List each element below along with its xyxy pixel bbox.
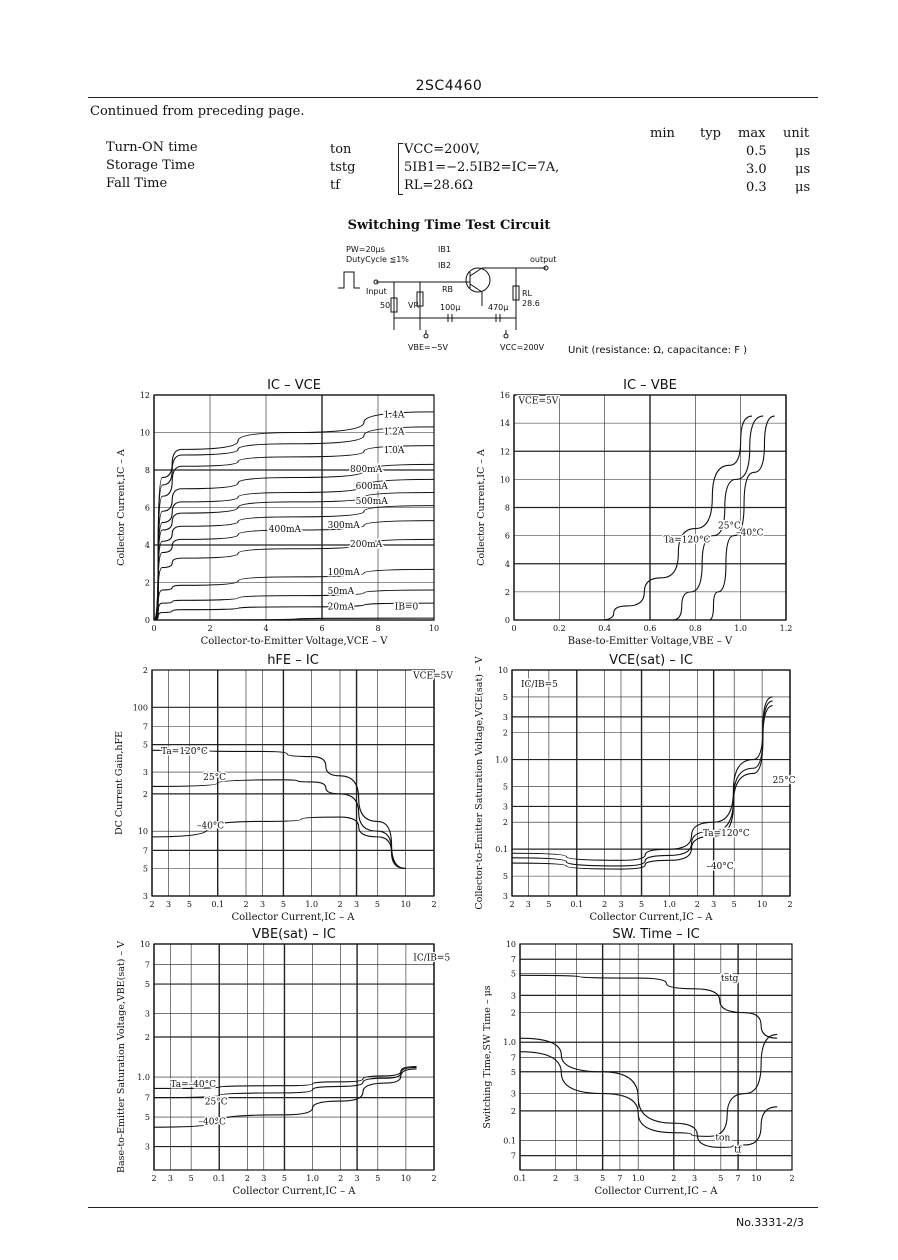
y-tick-label: 16 bbox=[499, 391, 510, 400]
curve-label: 50mA bbox=[327, 586, 355, 597]
series-line bbox=[673, 416, 764, 620]
y-tick-label: 100 bbox=[132, 703, 148, 713]
y-tick-label: 2 bbox=[510, 1106, 516, 1116]
curve-label: 1.4A bbox=[383, 410, 405, 421]
x-tick-label: 2 bbox=[431, 1174, 437, 1183]
y-tick-label: 8 bbox=[504, 503, 510, 513]
circuit-output: output bbox=[530, 255, 557, 264]
x-tick-label: 10 bbox=[400, 900, 411, 909]
x-tick-label: 0.1 bbox=[211, 900, 225, 909]
y-axis-label: Switching Time,SW Time – μs bbox=[482, 985, 493, 1129]
y-tick-label: 1.0 bbox=[137, 1073, 150, 1083]
x-tick-label: 2 bbox=[509, 900, 515, 909]
y-tick-label: 8 bbox=[144, 466, 150, 475]
chart-title: VBE(sat) – IC bbox=[252, 927, 336, 942]
conditions-bracket bbox=[398, 143, 403, 195]
y-tick-label: 3 bbox=[142, 892, 148, 901]
y-tick-label: 3 bbox=[502, 712, 508, 722]
y-tick-label: 2 bbox=[510, 1008, 516, 1018]
x-tick-label: 2 bbox=[149, 900, 155, 909]
x-tick-label: 3 bbox=[573, 1174, 579, 1183]
curve-label: 100mA bbox=[327, 568, 360, 578]
y-tick-label: 10 bbox=[139, 940, 150, 949]
row-unit-tf: μs bbox=[795, 180, 811, 195]
x-tick-label: 2 bbox=[671, 1174, 677, 1183]
x-tick-label: 5 bbox=[375, 1174, 381, 1183]
series-line bbox=[154, 569, 434, 620]
chart-title: SW. Time – IC bbox=[612, 927, 700, 942]
curve-label: –40°C bbox=[736, 528, 764, 539]
y-tick-label: 5 bbox=[510, 969, 516, 979]
test-circuit-diagram bbox=[330, 240, 570, 355]
x-tick-label: 10 bbox=[757, 900, 768, 909]
x-tick-label: 0.1 bbox=[513, 1174, 527, 1183]
x-tick-label: 3 bbox=[260, 900, 266, 909]
x-tick-label: 0.4 bbox=[598, 624, 612, 633]
series-line bbox=[154, 464, 434, 620]
x-tick-label: 1.2 bbox=[779, 624, 793, 633]
x-tick-label: 5 bbox=[638, 900, 645, 909]
x-tick-label: 5 bbox=[546, 900, 552, 909]
y-tick-label: 3 bbox=[502, 892, 508, 901]
x-tick-label: 10 bbox=[428, 624, 440, 633]
pulse-symbol bbox=[338, 272, 360, 288]
x-axis-label: Collector-to-Emitter Voltage,VCE – V bbox=[200, 636, 388, 647]
y-tick-label: 7 bbox=[510, 955, 516, 965]
x-tick-label: 3 bbox=[166, 900, 172, 909]
x-tick-label: 3 bbox=[618, 900, 624, 909]
y-tick-label: 5 bbox=[144, 1113, 150, 1123]
circuit-rl-value: 28.6 bbox=[522, 299, 540, 308]
row-name-tf: Fall Time bbox=[106, 176, 168, 191]
y-tick-label: 7 bbox=[510, 1151, 516, 1161]
circuit-ib1: IB1 bbox=[438, 245, 451, 254]
x-tick-label: 2 bbox=[243, 900, 249, 909]
x-tick-label: 2 bbox=[694, 900, 700, 909]
condition-vcc: VCC=200V, bbox=[404, 142, 481, 157]
x-tick-label: 10 bbox=[751, 1174, 762, 1183]
curve-label: IC/IB=5 bbox=[520, 679, 558, 690]
circuit-unit-note: Unit (resistance: Ω, capacitance: F ) bbox=[568, 345, 748, 356]
y-tick-label: 5 bbox=[142, 740, 148, 750]
footer-rule bbox=[88, 1207, 818, 1208]
circuit-c470: 470μ bbox=[488, 303, 509, 312]
x-tick-label: 5 bbox=[188, 1174, 194, 1183]
x-tick-label: 5 bbox=[718, 1174, 724, 1183]
series-line bbox=[154, 479, 434, 620]
y-tick-label: 10 bbox=[497, 666, 508, 675]
circuit-rl: RL bbox=[522, 289, 533, 298]
curve-label: VCE=5V bbox=[413, 671, 453, 682]
y-tick-label: 3 bbox=[142, 768, 148, 778]
y-axis-label: Base-to-Emitter Saturation Voltage,VBE(sat) – V bbox=[116, 940, 127, 1174]
curve-label: IC/IB=5 bbox=[413, 953, 451, 964]
y-tick-label: 3 bbox=[144, 1009, 150, 1019]
curve-label: –40°C bbox=[198, 1117, 226, 1128]
curve-label: –40°C bbox=[196, 821, 225, 832]
y-tick-label: 2 bbox=[142, 666, 148, 675]
series-line bbox=[154, 493, 434, 621]
y-tick-label: 5 bbox=[502, 872, 508, 882]
col-typ: typ bbox=[700, 126, 721, 141]
x-axis-label: Collector Current,IC – A bbox=[232, 1186, 356, 1197]
curve-label: tstg bbox=[720, 974, 739, 985]
series-line bbox=[152, 817, 406, 868]
y-tick-label: 10 bbox=[139, 428, 150, 438]
y-tick-label: 4 bbox=[504, 559, 510, 569]
y-tick-label: 0 bbox=[504, 616, 510, 625]
y-tick-label: 2 bbox=[144, 1032, 150, 1042]
x-tick-label: 2 bbox=[151, 1174, 157, 1183]
x-tick-label: 0 bbox=[151, 624, 157, 633]
curve-label: VCE=5V bbox=[518, 396, 559, 407]
x-tick-label: 2 bbox=[207, 624, 213, 633]
curve-label: IB=0 bbox=[394, 602, 419, 613]
x-tick-label: 1.0 bbox=[306, 1174, 319, 1183]
y-tick-label: 2 bbox=[502, 728, 508, 738]
y-axis-label: DC Current Gain,hFE bbox=[114, 730, 125, 836]
col-max: max bbox=[738, 126, 766, 141]
y-tick-label: 12 bbox=[499, 447, 510, 457]
plot-frame bbox=[512, 670, 790, 896]
header-rule bbox=[88, 97, 818, 98]
y-tick-label: 12 bbox=[139, 391, 150, 400]
curve-label: 25°C bbox=[772, 775, 796, 786]
col-min: min bbox=[650, 126, 675, 141]
x-tick-label: 5 bbox=[731, 900, 737, 909]
circuit-vr: VR bbox=[408, 301, 420, 310]
curve-label: 1.2A bbox=[383, 427, 405, 438]
x-tick-label: 5 bbox=[280, 900, 286, 909]
plot-frame bbox=[154, 944, 434, 1170]
y-tick-label: 0.1 bbox=[503, 1136, 516, 1146]
x-tick-label: 2 bbox=[553, 1174, 559, 1183]
curve-label: 200mA bbox=[350, 539, 383, 550]
x-axis-label: Base-to-Emitter Voltage,VBE – V bbox=[567, 636, 733, 647]
condition-ib: 5IB1=−2.5IB2=IC=7A, bbox=[404, 160, 560, 175]
y-tick-label: 7 bbox=[142, 846, 148, 856]
y-tick-label: 5 bbox=[510, 1067, 516, 1077]
col-unit: unit bbox=[783, 126, 810, 141]
plot-frame bbox=[152, 670, 434, 896]
curve-label: 800mA bbox=[350, 464, 383, 475]
x-tick-label: 1.0 bbox=[631, 1174, 645, 1183]
x-tick-label: 2 bbox=[431, 900, 437, 909]
y-tick-label: 10 bbox=[505, 940, 516, 949]
plot-frame bbox=[520, 944, 792, 1170]
x-tick-label: 0.2 bbox=[552, 624, 566, 633]
chart-title: IC – VBE bbox=[623, 378, 677, 393]
circuit-vbe: VBE=−5V bbox=[408, 343, 448, 352]
row-max-tf: 0.3 bbox=[746, 180, 767, 195]
x-axis-label: Collector Current,IC – A bbox=[594, 1186, 718, 1197]
y-tick-label: 6 bbox=[144, 503, 150, 513]
x-tick-label: 0.1 bbox=[570, 900, 584, 909]
x-tick-label: 0.6 bbox=[643, 624, 657, 633]
y-tick-label: 6 bbox=[504, 531, 510, 541]
x-tick-label: 7 bbox=[735, 1174, 741, 1183]
series-line bbox=[154, 412, 434, 620]
x-tick-label: 2 bbox=[602, 900, 608, 909]
row-unit-tstg: μs bbox=[795, 162, 811, 177]
y-axis-label: Collector Current,IC – A bbox=[116, 449, 127, 566]
row-unit-ton: μs bbox=[795, 144, 811, 159]
curve-label: –40°C bbox=[706, 862, 734, 873]
series-line bbox=[154, 539, 434, 620]
y-tick-label: 14 bbox=[499, 419, 510, 429]
y-tick-label: 5 bbox=[142, 864, 148, 874]
row-name-tstg: Storage Time bbox=[106, 158, 195, 173]
curve-label: 25°C bbox=[203, 772, 226, 783]
y-tick-label: 5 bbox=[502, 692, 508, 702]
x-tick-label: 5 bbox=[186, 900, 192, 909]
x-axis-label: Collector Current,IC – A bbox=[231, 912, 355, 923]
row-max-tstg: 3.0 bbox=[746, 162, 767, 177]
x-tick-label: 0 bbox=[511, 624, 517, 633]
chart-title: VCE(sat) – IC bbox=[609, 653, 693, 668]
y-tick-label: 10 bbox=[137, 827, 148, 837]
y-tick-label: 2 bbox=[502, 818, 508, 828]
y-tick-label: 5 bbox=[144, 980, 150, 990]
x-axis-label: Collector Current,IC – A bbox=[589, 912, 713, 923]
x-tick-label: 3 bbox=[711, 900, 717, 909]
y-tick-label: 2 bbox=[144, 578, 150, 588]
row-max-ton: 0.5 bbox=[746, 144, 767, 159]
x-tick-label: 5 bbox=[281, 1174, 288, 1183]
series-line bbox=[154, 590, 434, 620]
circuit-title: Switching Time Test Circuit bbox=[347, 218, 551, 233]
circuit-duty: DutyCycle ≦1% bbox=[346, 255, 409, 264]
y-tick-label: 7 bbox=[142, 722, 148, 732]
circuit-r50: 50 bbox=[380, 301, 391, 310]
y-axis-label: Collector Current,IC – A bbox=[476, 449, 487, 566]
x-tick-label: 4 bbox=[263, 624, 269, 633]
x-tick-label: 2 bbox=[787, 900, 793, 909]
curve-label: 25°C bbox=[204, 1097, 228, 1108]
chart-swtime-ic bbox=[450, 922, 810, 1204]
curve-label: 400mA bbox=[268, 524, 302, 535]
x-tick-label: 3 bbox=[692, 1174, 698, 1183]
chart-vbesat-ic bbox=[90, 922, 450, 1204]
row-symbol-tf: tf bbox=[330, 178, 341, 193]
curve-label: 300mA bbox=[327, 521, 360, 532]
y-tick-label: 3 bbox=[144, 1142, 150, 1152]
curve-label: 20mA bbox=[327, 602, 355, 613]
x-tick-label: 3 bbox=[354, 900, 360, 909]
y-tick-label: 7 bbox=[144, 960, 150, 970]
y-tick-label: 7 bbox=[144, 1093, 150, 1103]
series-line bbox=[152, 780, 406, 869]
chart-vcesat-ic bbox=[450, 648, 810, 930]
x-tick-label: 8 bbox=[375, 624, 381, 633]
x-tick-label: 3 bbox=[261, 1174, 267, 1183]
circuit-input: Input bbox=[366, 287, 387, 296]
part-number-title: 2SC4460 bbox=[415, 78, 483, 94]
x-tick-label: 10 bbox=[400, 1174, 411, 1183]
curve-label: ton bbox=[715, 1133, 731, 1144]
y-tick-label: 0.1 bbox=[495, 845, 508, 855]
row-name-ton: Turn-ON time bbox=[106, 140, 198, 155]
circuit-vcc: VCC=200V bbox=[500, 343, 545, 352]
y-tick-label: 0 bbox=[144, 616, 150, 625]
x-tick-label: 1.0 bbox=[663, 900, 676, 909]
chart-title: IC – VCE bbox=[267, 378, 321, 393]
x-tick-label: 6 bbox=[319, 624, 325, 633]
curve-label: Ta=120°C bbox=[161, 746, 208, 757]
y-tick-label: 2 bbox=[142, 789, 148, 799]
x-tick-label: 2 bbox=[337, 900, 343, 909]
curve-label: Ta=–40°C bbox=[170, 1080, 216, 1091]
row-symbol-ton: ton bbox=[330, 142, 352, 157]
x-tick-label: 3 bbox=[167, 1174, 173, 1183]
x-tick-label: 0.1 bbox=[212, 1174, 226, 1183]
x-tick-label: 1.0 bbox=[734, 624, 748, 633]
condition-rl: RL=28.6Ω bbox=[404, 178, 474, 193]
x-tick-label: 1.0 bbox=[305, 900, 319, 909]
curve-label: 600mA bbox=[355, 481, 388, 492]
curve-label: Ta=120°C bbox=[702, 829, 750, 840]
curve-label: 25°C bbox=[718, 521, 741, 532]
x-tick-label: 7 bbox=[617, 1174, 623, 1183]
y-tick-label: 4 bbox=[144, 541, 150, 550]
x-tick-label: 3 bbox=[354, 1174, 360, 1183]
y-tick-label: 3 bbox=[510, 991, 516, 1001]
series-line bbox=[154, 506, 434, 620]
vbe-terminal bbox=[424, 334, 428, 338]
y-tick-label: 3 bbox=[510, 1089, 516, 1099]
series-line bbox=[709, 416, 775, 620]
curve-label: 1.0A bbox=[383, 446, 405, 457]
chart-hfe-ic bbox=[90, 648, 453, 930]
x-tick-label: 0.8 bbox=[688, 624, 702, 633]
x-tick-label: 2 bbox=[244, 1174, 250, 1183]
row-symbol-tstg: tstg bbox=[330, 160, 356, 175]
chart-title: hFE – IC bbox=[267, 653, 319, 668]
x-tick-label: 2 bbox=[789, 1174, 795, 1183]
circuit-rb: RB bbox=[442, 285, 454, 294]
y-tick-label: 7 bbox=[510, 1053, 516, 1063]
vcc-terminal bbox=[504, 334, 508, 338]
circuit-pw: PW=20μs bbox=[346, 245, 385, 254]
x-tick-label: 2 bbox=[338, 1174, 344, 1183]
series-line bbox=[154, 603, 434, 620]
curve-label: Ta=120°C bbox=[663, 535, 711, 546]
curve-label: 500mA bbox=[355, 496, 388, 507]
page-number: No.3331-2/3 bbox=[736, 1216, 804, 1229]
y-axis-label: Collector-to-Emitter Saturation Voltage,VCE(sat) – V bbox=[474, 656, 485, 910]
y-tick-label: 5 bbox=[502, 782, 508, 792]
y-tick-label: 10 bbox=[499, 475, 510, 485]
series-line bbox=[600, 416, 752, 620]
circuit-c100: 100μ bbox=[440, 303, 461, 312]
y-tick-label: 2 bbox=[504, 587, 510, 597]
y-tick-label: 1.0 bbox=[503, 1038, 516, 1048]
y-tick-label: 3 bbox=[502, 802, 508, 812]
x-tick-label: 5 bbox=[600, 1174, 606, 1183]
y-tick-label: 1.0 bbox=[495, 755, 508, 765]
x-tick-label: 5 bbox=[374, 900, 380, 909]
x-tick-label: 3 bbox=[525, 900, 531, 909]
continued-note: Continued from preceding page. bbox=[90, 104, 305, 119]
circuit-ib2: IB2 bbox=[438, 261, 451, 270]
chart-ic-vbe bbox=[470, 375, 810, 655]
curve-label: tf bbox=[734, 1145, 742, 1156]
chart-ic-vce bbox=[90, 375, 450, 655]
